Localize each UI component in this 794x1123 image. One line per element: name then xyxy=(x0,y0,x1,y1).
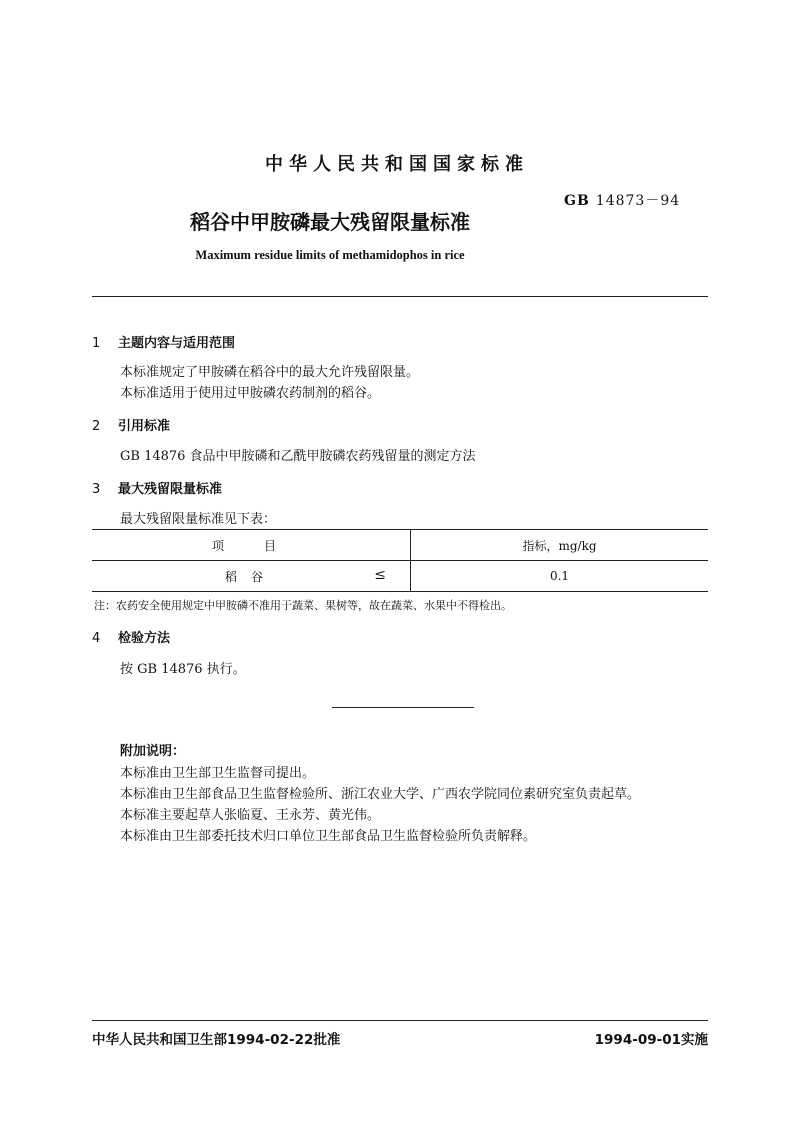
section-title: 引用标准 xyxy=(118,419,171,434)
section-number: 4 xyxy=(92,631,101,646)
section-2-heading xyxy=(92,415,170,434)
section-1-heading xyxy=(92,332,235,351)
item-name: 稻谷 xyxy=(224,569,277,584)
document-title-cn: 稻谷中甲胺磷最大残留限量标准 xyxy=(190,210,470,234)
implementation-date: 1994-09-01实施 xyxy=(594,1032,708,1048)
table-note: 注：农药安全使用规定中甲胺磷不准用于蔬菜、果树等，故在蔬菜、水果中不得检出。 xyxy=(94,599,512,612)
section-1-paragraph-1: 本标准规定了甲胺磷在稻谷中的最大允许残留限量。 xyxy=(120,365,420,380)
standard-code-prefix: GB xyxy=(564,193,590,209)
approval-statement: 中华人民共和国卫生部1994-02-22批准 xyxy=(92,1032,341,1048)
end-divider xyxy=(332,707,474,708)
section-4-heading xyxy=(92,627,170,646)
standard-code-number: 14873－94 xyxy=(595,193,681,209)
footer-divider xyxy=(92,1020,708,1021)
appendix-line-4: 本标准由卫生部委托技术归口单位卫生部食品卫生监督检验所负责解释。 xyxy=(120,829,537,844)
appendix-line-2: 本标准由卫生部食品卫生监督检验所、浙江农业大学、广西农学院同位素研究室负责起草。 xyxy=(120,787,641,802)
table-header-item: 项 目 xyxy=(92,530,411,561)
section-2-paragraph-1: GB 14876 食品中甲胺磷和乙酰甲胺磷农药残留量的测定方法 xyxy=(120,449,476,464)
section-number: 2 xyxy=(92,419,101,434)
table-header-row xyxy=(92,530,708,561)
table-cell-item xyxy=(92,561,411,592)
header-divider xyxy=(92,296,708,297)
national-standard-heading: 中华人民共和国国家标准 xyxy=(265,154,529,175)
appendix-line-3: 本标准主要起草人张临夏、王永芳、黄光伟。 xyxy=(120,808,381,823)
section-number: 3 xyxy=(92,482,101,497)
section-3-heading xyxy=(92,478,222,497)
section-number: 1 xyxy=(92,336,101,351)
residue-limits-table xyxy=(92,529,708,592)
table-row xyxy=(92,561,708,592)
section-4-paragraph-1: 按 GB 14876 执行。 xyxy=(120,662,246,677)
appendix-heading: 附加说明： xyxy=(120,744,186,759)
section-3-paragraph-1: 最大残留限量标准见下表： xyxy=(120,512,277,527)
section-1-paragraph-2: 本标准适用于使用过甲胺磷农药制剂的稻谷。 xyxy=(120,386,381,401)
table-header-value: 指标，mg/kg xyxy=(411,530,709,561)
table-cell-value: 0.1 xyxy=(411,561,709,592)
document-title-en: Maximum residue limits of methamidophos in rice xyxy=(195,248,465,262)
appendix-line-1: 本标准由卫生部卫生监督司提出。 xyxy=(120,766,316,781)
section-title: 最大残留限量标准 xyxy=(118,482,223,497)
leq-operator: ≤ xyxy=(374,567,386,583)
section-title: 主题内容与适用范围 xyxy=(118,336,236,351)
section-title: 检验方法 xyxy=(118,631,171,646)
